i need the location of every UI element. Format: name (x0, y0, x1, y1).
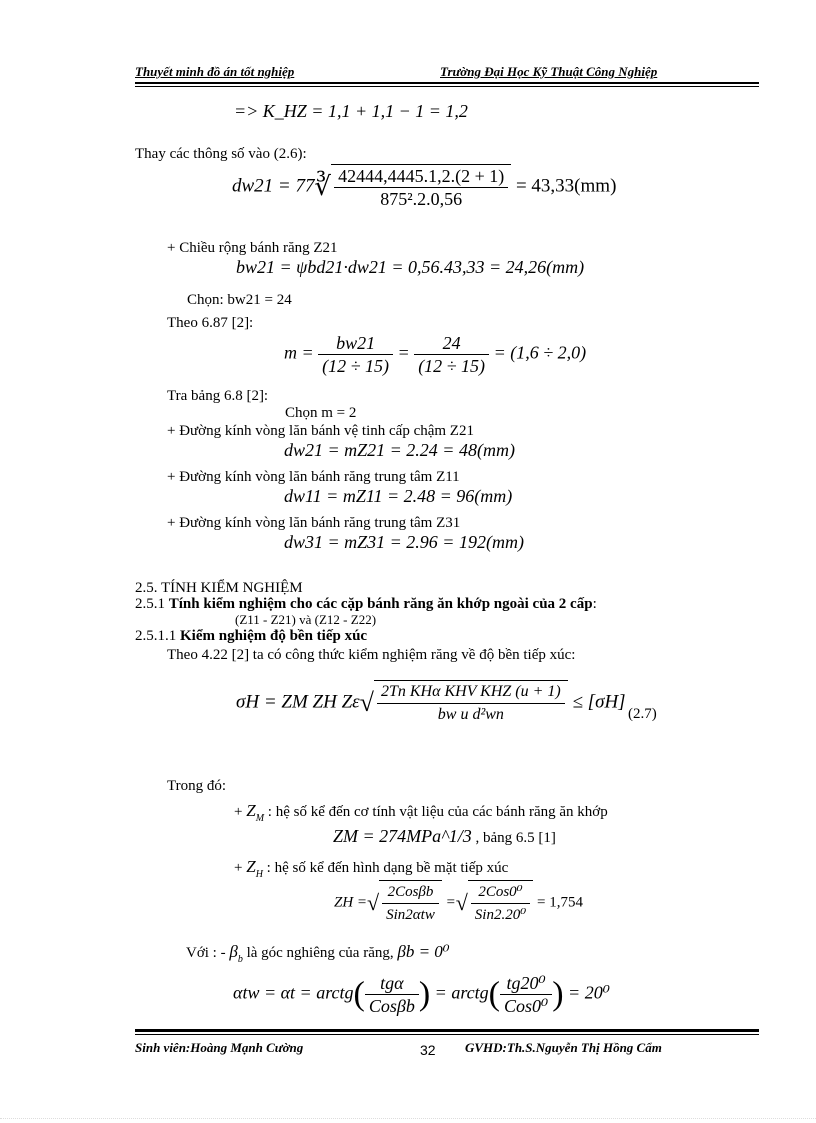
sqrt-sign-zh2: √ (455, 890, 468, 915)
zh-frac1-den: Sin2αtw (386, 907, 435, 923)
footer-right: GVHD:Th.S.Nguyễn Thị Hồng Cẩm (465, 1040, 662, 1055)
dw21-denominator: 875².2.0,56 (380, 189, 463, 209)
zh-lhs: ZH = (334, 894, 368, 911)
zh-frac2-den: Sin2.20⁰ (474, 907, 527, 923)
m-formula: m = $\frac{bw21}{(12 \div 15)}$ = $\frac{24}{(12 \div 15)}$ = (1,6 ÷ 2,0) (284, 333, 587, 376)
footer-rule-thin (135, 1034, 759, 1035)
dw21-formula (232, 164, 616, 210)
zh-frac1-num: 2Cosβb (382, 881, 439, 904)
sigma-rhs: ≤ [σH] (572, 691, 626, 713)
zh-formula: ZH =√ $\frac{\text{2Cosβb}}{\text{Sin2αtw}}$ =√ $\frac{\text{2Cos0⁰}}{\text{Sin2.20⁰}}$ = 1,754 (334, 880, 583, 926)
trong-do-text: Trong đó: (167, 778, 227, 794)
zh-frac2-num: 2Cos0⁰ (471, 881, 530, 904)
sigma-denominator: bw u d²wn (437, 706, 504, 723)
dw21-numerator: 42444,4445.1,2.(2 + 1) (334, 165, 508, 188)
alpha-frac1-den: Cosβb (368, 996, 415, 1016)
m-result: = (1,6 ÷ 2,0) (493, 342, 587, 363)
header-rule (135, 82, 759, 84)
header-left: Thuyết minh đồ án tốt nghiệp (135, 64, 295, 79)
m-frac2-num: 24 (414, 332, 489, 355)
chieu-rong-label: + Chiều rộng bánh răng Z21 (167, 240, 338, 256)
dw21-lhs: dw21 = 77 (232, 175, 315, 197)
zm-value: ZM = 274MPa^1/3 (333, 826, 472, 846)
equation-number-2-7: (2.7) (628, 706, 657, 722)
zh-result: = 1,754 (536, 894, 583, 911)
zm-line: + $Z_M$ : hệ số kể đến cơ tính vật liệu của các bánh răng ăn khớp (234, 801, 608, 824)
dw21-result: = 43,33(mm) (515, 175, 617, 197)
header-rule-thin (135, 86, 759, 87)
section-2-5-1-number: 2.5.1 (135, 596, 165, 612)
khz-equation: => K_HZ = 1,1 + 1,1 − 1 = 1,2 (234, 101, 468, 121)
alpha-frac2-num: tg20⁰ (500, 972, 552, 995)
theo-422-text: Theo 4.22 [2] ta có công thức kiểm nghiệm răng về độ bền tiếp xúc: (167, 647, 576, 663)
footer-rule (135, 1029, 759, 1032)
voi-line: Với : - $\beta_b$ là góc nghiêng của răng, βb = 0⁰ (186, 942, 450, 965)
dk2-label: + Đường kính vòng lăn bánh răng trung tâm Z11 (167, 469, 460, 485)
dk1-equation: dw21 = mZ21 = 2.24 = 48(mm) (284, 440, 515, 460)
sigma-numerator: 2Tn KHα KHV KHZ (u + 1) (377, 681, 565, 704)
zm-reference: , bảng 6.5 [1] (475, 830, 556, 846)
sqrt-sign: √ (359, 688, 374, 717)
m-lhs: m = (284, 342, 314, 363)
header-right: Trường Đại Học Kỹ Thuật Công Nghiệp (440, 64, 658, 79)
m-frac2-den: (12 ÷ 15) (418, 356, 486, 376)
voi-label: Với : - (186, 945, 226, 961)
section-2-5-1-1-number: 2.5.1.1 (135, 628, 177, 644)
m-frac1-den: (12 ÷ 15) (322, 356, 390, 376)
page-number: 32 (420, 1042, 436, 1058)
theo-687-text: Theo 6.87 [2]: (167, 315, 254, 331)
sqrt-sign-zh: √ (367, 890, 380, 915)
alpha-frac2-den: Cos0⁰ (503, 996, 549, 1016)
sigma-formula (236, 680, 626, 726)
zh-line: + $Z_H$ : hệ số kể đến hình dạng bề mặt tiếp xúc (234, 857, 509, 880)
zh-description: : hệ số kể đến hình dạng bề mặt tiếp xúc (266, 860, 509, 876)
zm-value-line (333, 826, 556, 847)
section-2-5-1-title: Tính kiểm nghiệm cho các cặp bánh răng ăn khớp ngoài của 2 cấp (168, 596, 593, 612)
dk3-equation: dw31 = mZ31 = 2.96 = 192(mm) (284, 532, 524, 552)
alpha-formula: αtw = αt = arctg( $\frac{\text{tgα}}{\text{Cosβb}}$ ) = arctg( $\frac{\text{tg20⁰}}{\text{Cos0⁰}}$ ) = 20⁰ (233, 973, 610, 1016)
m-frac1-num: bw21 (318, 332, 393, 355)
alpha-result: = 20⁰ (568, 982, 610, 1003)
section-2-5-1: 2.5.1 Tính kiểm nghiệm cho các cặp bánh răng ăn khớp ngoài của 2 cấp: (135, 596, 597, 612)
alpha-frac1-num: tgα (365, 972, 419, 995)
section-2-5-1-pairs: (Z11 - Z21) và (Z12 - Z22) (235, 612, 377, 627)
dk3-label: + Đường kính vòng lăn bánh răng trung tâm Z31 (167, 515, 461, 531)
bw21-equation: bw21 = ψbd21·dw21 = 0,56.43,33 = 24,26(mm) (236, 257, 585, 277)
sigma-lhs: σH = ZM ZH Zε (236, 691, 360, 713)
section-2-5: 2.5. TÍNH KIỂM NGHIỆM (135, 580, 303, 596)
cube-root-sign: ∛ (314, 172, 332, 201)
voi-description: là góc nghiêng của răng, (246, 945, 394, 961)
footer-left: Sinh viên:Hoàng Mạnh Cường (135, 1040, 304, 1055)
section-2-5-1-1-title: Kiểm nghiệm độ bền tiếp xúc (180, 628, 368, 644)
chon-b-text: Chọn: bw21 = 24 (187, 292, 292, 308)
dk2-equation: dw11 = mZ11 = 2.48 = 96(mm) (284, 486, 513, 506)
chon-m-text: Chọn m = 2 (285, 405, 357, 421)
beta-value: βb = 0⁰ (397, 942, 450, 961)
alpha-mid: = arctg (434, 982, 489, 1003)
tra-bang-text: Tra bảng 6.8 [2]: (167, 388, 269, 404)
section-2-5-1-1 (135, 628, 367, 645)
alpha-lhs: αtw = αt = arctg (233, 982, 354, 1003)
page-bottom-border (0, 1118, 816, 1119)
zm-description: : hệ số kể đến cơ tính vật liệu của các bánh răng ăn khớp (267, 804, 608, 820)
thay-cac-text: Thay các thông số vào (2.6): (135, 146, 307, 162)
dk1-label: + Đường kính vòng lăn bánh vệ tinh cấp chậm Z21 (167, 423, 474, 439)
